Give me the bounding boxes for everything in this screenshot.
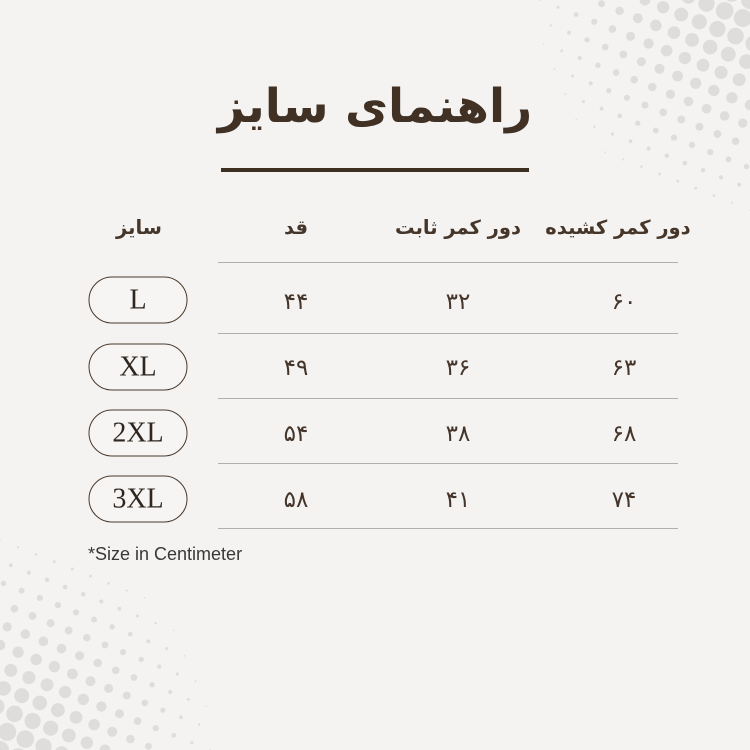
cell-height-xl: ۴۹ xyxy=(283,355,309,381)
cell-waist-fixed-xl: ۳۶ xyxy=(445,355,471,381)
size-pill-xl: XL xyxy=(89,344,188,391)
unit-footnote: *Size in Centimeter xyxy=(88,544,243,564)
title-underline xyxy=(221,168,529,172)
cell-waist-stretched-2xl: ۶۸ xyxy=(611,421,637,447)
cell-height-2xl: ۵۴ xyxy=(283,421,309,447)
row-separator xyxy=(218,262,678,263)
row-separator xyxy=(218,333,678,334)
column-header-height: قد xyxy=(283,216,309,239)
row-separator xyxy=(218,398,678,399)
column-header-size: سایز xyxy=(116,216,162,239)
column-header-waist-stretched: دور کمر کشیده xyxy=(545,216,691,239)
cell-height-l: ۴۴ xyxy=(283,289,309,315)
cell-waist-stretched-xl: ۶۳ xyxy=(611,355,637,381)
cell-waist-stretched-3xl: ۷۴ xyxy=(611,487,637,513)
size-pill-3xl: 3XL xyxy=(89,476,188,523)
cell-height-3xl: ۵۸ xyxy=(283,487,309,513)
cell-waist-stretched-l: ۶۰ xyxy=(611,289,637,315)
cell-waist-fixed-3xl: ۴۱ xyxy=(445,487,471,513)
size-pill-2xl: 2XL xyxy=(89,410,188,457)
row-separator xyxy=(218,528,678,529)
cell-waist-fixed-l: ۳۲ xyxy=(445,289,471,315)
page-title: راهنمای سایز xyxy=(217,79,533,134)
row-separator xyxy=(218,463,678,464)
size-pill-l: L xyxy=(89,277,188,324)
cell-waist-fixed-2xl: ۳۸ xyxy=(445,421,471,447)
column-header-waist-fixed: دور کمر ثابت xyxy=(394,216,522,239)
